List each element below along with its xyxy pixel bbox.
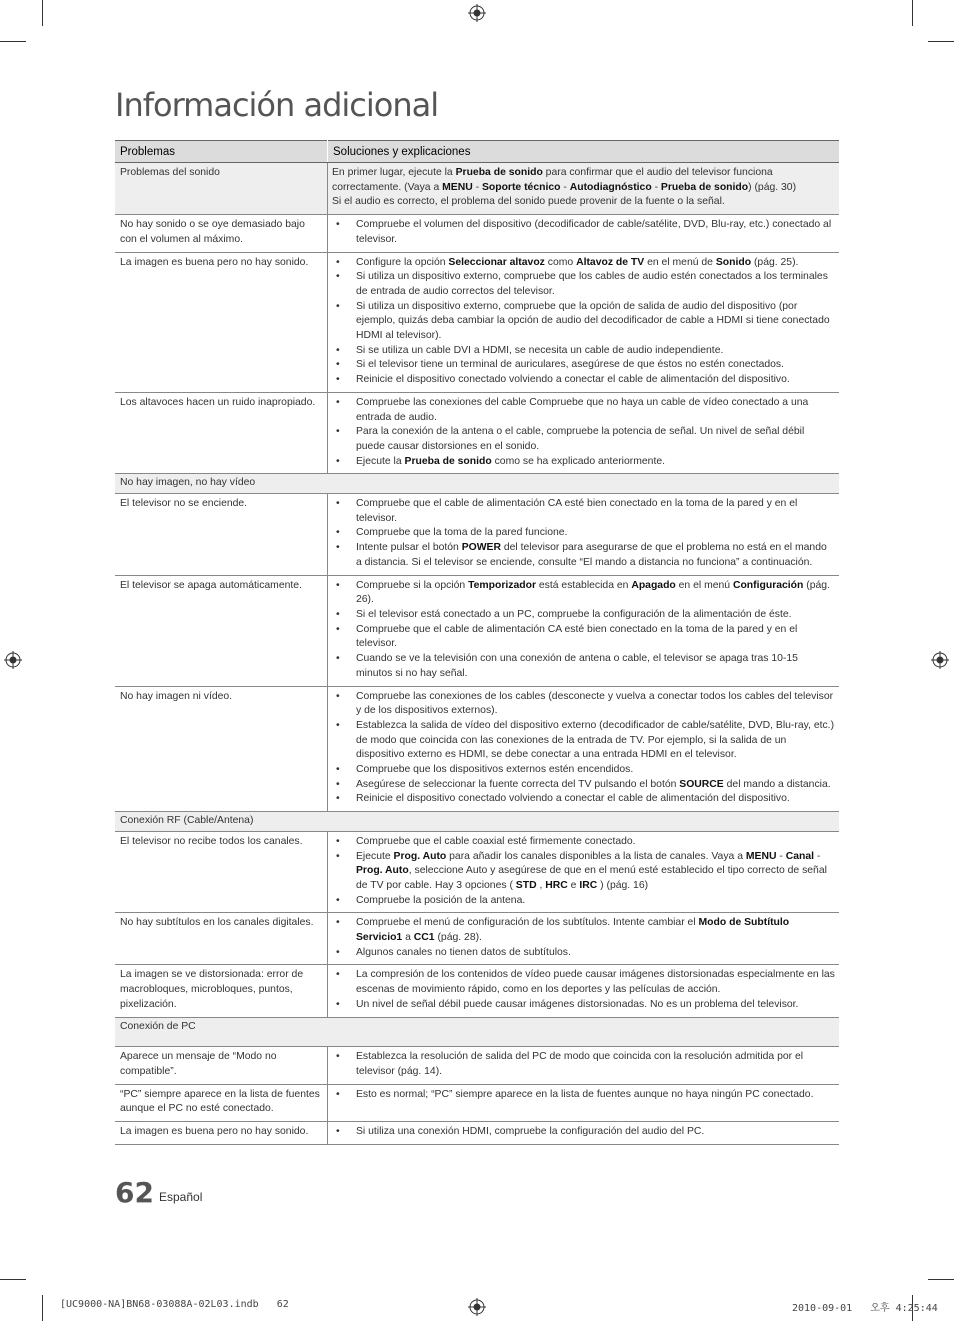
section-row [115, 1017, 839, 1047]
solution-cell [328, 831, 840, 913]
solution-bullet: • Si se utiliza un cable DVI a HDMI, se necesita un cable de audio independiente. [332, 344, 835, 359]
solution-bullet: • Compruebe que el cable coaxial esté firmemente conectado. [332, 835, 835, 850]
solution-bullet: • Asegúrese de seleccionar la fuente correcta del TV pulsando el botón SOURCE del mando a distancia. [332, 778, 835, 793]
section-label-rf: Conexión RF (Cable/Antena) [115, 812, 839, 832]
section-label-video: No hay imagen, no hay vídeo [115, 474, 839, 494]
problem-cell: Aparece un mensaje de “Modo no compatible”. [115, 1047, 328, 1084]
crop-mark [0, 41, 26, 42]
solution-bullet: • Compruebe si la opción Temporizador está establecida en Apagado en el menú Configuración (pág. 26). [332, 579, 835, 608]
solution-cell [328, 575, 840, 686]
table-row [115, 575, 839, 686]
solution-bullet: • Para la conexión de la antena o el cable, compruebe la potencia de señal. Un nivel de señal débil puede causar distorsiones en el sonido. [332, 425, 835, 454]
solution-cell: En primer lugar, ejecute la Prueba de sonido para confirmar que el audio del televisor funciona correctamente. (Vaya a MENU - Soporte técnico - Autodiagnóstico - Prueba de sonido) (pág. 30) Si el audio es correcto, el problema del sonido puede provenir de la fuente o la señal. [328, 163, 840, 215]
solution-bullet: • Reinicie el dispositivo conectado volviendo a conectar el cable de alimentación del dispositivo. [332, 792, 835, 807]
section-row [115, 812, 839, 832]
solution-bullet: • Compruebe el volumen del dispositivo (decodificador de cable/satélite, DVD, Blu-ray, etc.) conectado al televisor. [332, 218, 835, 247]
table-row [115, 686, 839, 812]
solution-cell [328, 686, 840, 812]
registration-mark-icon [468, 4, 486, 22]
solution-cell [328, 965, 840, 1017]
solution-bullet: • Si utiliza un dispositivo externo, compruebe que los cables de audio estén conectados a los terminales de entrada de audio correctos del televisor. [332, 270, 835, 299]
table-row [115, 215, 839, 252]
registration-mark-icon [931, 651, 949, 669]
problem-cell: La imagen es buena pero no hay sonido. [115, 252, 328, 392]
solution-bullet: • Compruebe la posición de la antena. [332, 894, 835, 909]
table-row [115, 831, 839, 913]
crop-mark [0, 1279, 26, 1280]
solution-cell [328, 252, 840, 392]
problem-cell: La imagen se ve distorsionada: error de macrobloques, microbloques, puntos, pixelización. [115, 965, 328, 1017]
solution-bullet: • Si utiliza una conexión HDMI, compruebe la configuración del audio del PC. [332, 1125, 835, 1140]
problem-cell: El televisor se apaga automáticamente. [115, 575, 328, 686]
solution-cell [328, 392, 840, 474]
solution-bullet: • Compruebe que el cable de alimentación CA esté bien conectado en la toma de la pared y en el televisor. [332, 497, 835, 526]
troubleshooting-table [115, 140, 839, 1145]
page-number: 62 [115, 1176, 154, 1209]
crop-mark [928, 1279, 954, 1280]
solution-bullet: • Cuando se ve la televisión con una conexión de antena o cable, el televisor se apaga tras 10-15 minutos si no hay señal. [332, 652, 835, 681]
table-row [115, 1122, 839, 1145]
solution-bullet: • Algunos canales no tienen datos de subtítulos. [332, 946, 835, 961]
crop-mark [928, 41, 954, 42]
solution-bullet: • Compruebe que el cable de alimentación CA esté bien conectado en la toma de la pared y en el televisor. [332, 623, 835, 652]
solution-bullet: • Si utiliza un dispositivo externo, compruebe que la opción de salida de audio del dispositivo (por ejemplo, quizás deba cambiar la opción de audio del decodificador de cable a HDMI si tiene conectado HDMI al televisor). [332, 300, 835, 344]
registration-mark-icon [468, 1298, 486, 1316]
solution-bullet: • Compruebe el menú de configuración de los subtítulos. Intente cambiar el Modo de Subtítulo Servicio1 a CC1 (pág. 28). [332, 916, 835, 945]
solution-bullet: • Configure la opción Seleccionar altavoz como Altavoz de TV en el menú de Sonido (pág. 25). [332, 256, 835, 271]
solution-bullet: • Un nivel de señal débil puede causar imágenes distorsionadas. No es un problema del televisor. [332, 998, 835, 1013]
section-label-sound: Problemas del sonido [115, 163, 328, 215]
solution-cell [328, 1122, 840, 1145]
solution-cell [328, 913, 840, 965]
registration-mark-icon [4, 651, 22, 669]
solution-bullet: • Esto es normal; “PC” siempre aparece en la lista de fuentes aunque no haya ningún PC conectado. [332, 1088, 835, 1103]
table-row [115, 494, 839, 576]
solution-cell [328, 494, 840, 576]
solution-cell [328, 1084, 840, 1121]
print-footer-file: [UC9000-NA]BN68-03088A-02L03.indb 62 [60, 1299, 289, 1310]
table-row [115, 1084, 839, 1121]
column-header-solutions: Soluciones y explicaciones [328, 141, 840, 163]
solution-bullet: • Reinicie el dispositivo conectado volviendo a conectar el cable de alimentación del dispositivo. [332, 373, 835, 388]
table-row [115, 252, 839, 392]
problem-cell: No hay subtítulos en los canales digitales. [115, 913, 328, 965]
solution-bullet: • Ejecute la Prueba de sonido como se ha explicado anteriormente. [332, 455, 835, 470]
solution-bullet: • Compruebe las conexiones del cable Compruebe que no haya un cable de vídeo conectado a una entrada de audio. [332, 396, 835, 425]
solution-bullet: • Ejecute Prog. Auto para añadir los canales disponibles a la lista de canales. Vaya a MENU - Canal - Prog. Auto, seleccione Auto y asegúrese de que en el menú esté establecido el tipo correcto de señal de TV por cable. Hay 3 opciones ( STD , HRC e IRC ) (pág. 16) [332, 850, 835, 894]
problem-cell: “PC” siempre aparece en la lista de fuentes aunque el PC no esté conectado. [115, 1084, 328, 1121]
solution-bullet: • Intente pulsar el botón POWER del televisor para asegurarse de que el problema no está en el mando a distancia. Si el televisor se enciende, consulte “El mando a distancia no funciona” a continuación. [332, 541, 835, 570]
table-row [115, 163, 839, 215]
section-label-pc: Conexión de PC [115, 1017, 839, 1047]
problem-cell: La imagen es buena pero no hay sonido. [115, 1122, 328, 1145]
problem-cell: El televisor no recibe todos los canales. [115, 831, 328, 913]
solution-bullet: • Si el televisor está conectado a un PC, compruebe la configuración de la alimentación de éste. [332, 608, 835, 623]
problem-cell: Los altavoces hacen un ruido inapropiado. [115, 392, 328, 474]
table-header-row [115, 141, 839, 163]
crop-mark [42, 0, 43, 26]
column-header-problems: Problemas [115, 141, 328, 163]
table-row [115, 1047, 839, 1084]
print-footer-timestamp: 2010-09-01 오후 4:25:44 [792, 1303, 938, 1314]
page-title: Información adicional [115, 86, 439, 124]
crop-mark [42, 1295, 43, 1321]
solution-bullet: • Si el televisor tiene un terminal de auriculares, asegúrese de que éstos no estén conectados. [332, 358, 835, 373]
solution-bullet: • Compruebe las conexiones de los cables (desconecte y vuelva a conectar todos los cables del televisor y de los dispositivos externos). [332, 690, 835, 719]
problem-cell: El televisor no se enciende. [115, 494, 328, 576]
solution-bullet: • Establezca la resolución de salida del PC de modo que coincida con la resolución admitida por el televisor (pág. 14). [332, 1050, 835, 1079]
section-row [115, 474, 839, 494]
solution-bullet: • La compresión de los contenidos de vídeo puede causar imágenes distorsionadas especialmente en las escenas de movimiento rápido, como en los deportes y las películas de acción. [332, 968, 835, 997]
solution-bullet: • Establezca la salida de vídeo del dispositivo externo (decodificador de cable/satélite, DVD, Blu-ray, etc.) de modo que coincida con las conexiones de la entrada de TV. Por ejemplo, si la salida de un dispositivo externo es HDMI, se debe conectar a una entrada HDMI en el televisor. [332, 719, 835, 763]
problem-cell: No hay imagen ni vídeo. [115, 686, 328, 812]
crop-mark [912, 0, 913, 26]
problem-cell: No hay sonido o se oye demasiado bajo con el volumen al máximo. [115, 215, 328, 252]
table-row [115, 965, 839, 1017]
solution-cell [328, 215, 840, 252]
table-row [115, 392, 839, 474]
solution-cell [328, 1047, 840, 1084]
table-row [115, 913, 839, 965]
solution-bullet: • Compruebe que la toma de la pared funcione. [332, 526, 835, 541]
page-language: Español [159, 1190, 203, 1204]
solution-bullet: • Compruebe que los dispositivos externos estén encendidos. [332, 763, 835, 778]
